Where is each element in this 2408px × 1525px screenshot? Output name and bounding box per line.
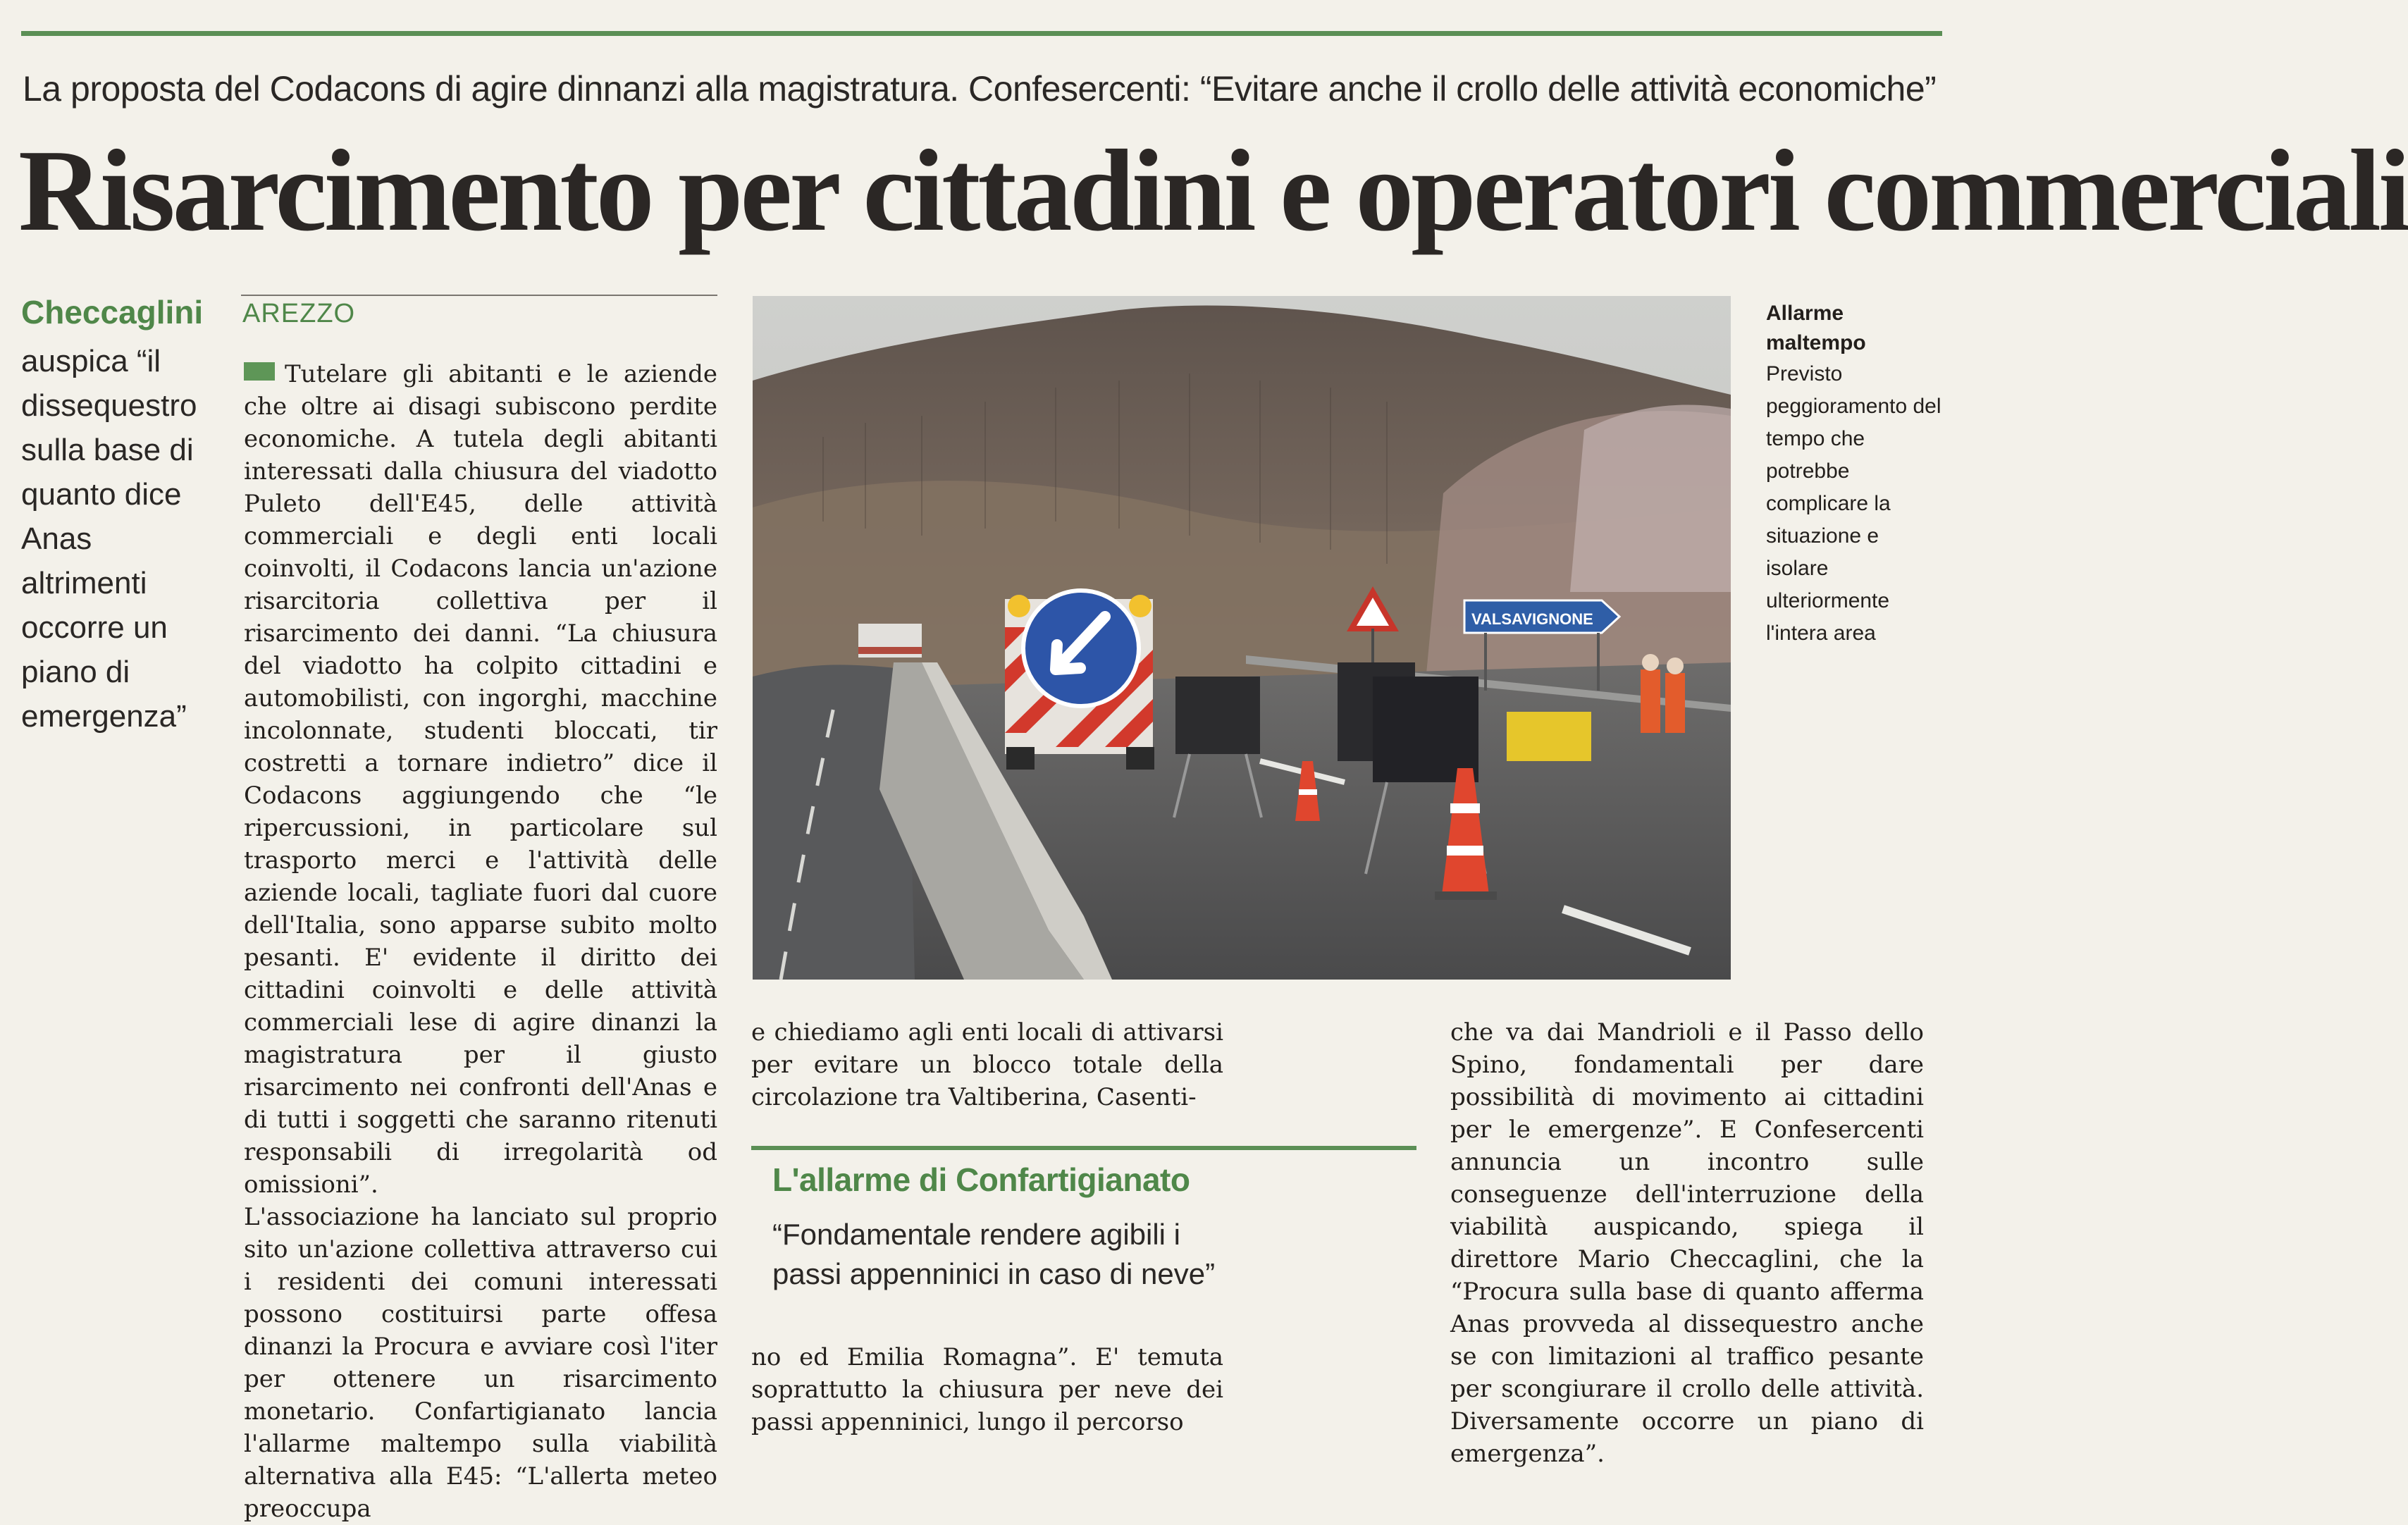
sidebar-text: auspica “il dissequestro sulla base di quanto dice Anas altrimenti occorre un piano di emergenza”	[21, 344, 197, 734]
roadworks-photo	[753, 296, 1731, 980]
article-photo	[753, 296, 1731, 980]
column-1-paragraph-2: L'associazione ha lanciato sul proprio sito un'azione collettiva attraverso cui i residenti dei comuni interessati possono costituirsi parte offesa dinanzi la Procura e avviare così l'iter per ottenere un risarcimento monetario. Confartigianato lancia l'allarme maltempo sulla viabilità alternativa alla E45: “L'allerta meteo preoccupa	[244, 1203, 717, 1523]
dateline: AREZZO	[242, 299, 356, 328]
top-rule	[21, 31, 1942, 36]
article-column-2-top: e chiediamo agli enti locali di attivarsi per evitare un blocco totale della circolazione tra Valtiberina, Casenti-	[751, 1018, 1223, 1111]
article-kicker: La proposta del Codacons di agire dinnanzi alla magistratura. Confesercenti: “Evitare anche il crollo delle attività economiche”	[23, 69, 1937, 109]
sidebar-name: Checcaglini	[21, 294, 204, 331]
subhead-deck: “Fondamentale rendere agibili i passi appenninici in caso di neve”	[772, 1218, 1216, 1290]
subhead-rule	[751, 1146, 1416, 1150]
paragraph-marker	[244, 362, 275, 381]
subhead-title: L'allarme di Confartigianato	[772, 1161, 1190, 1198]
article-column-1	[244, 358, 717, 1525]
photo-caption	[1766, 299, 1942, 650]
dateline-rule	[241, 295, 717, 296]
article-column-2-bottom: no ed Emilia Romagna”. E' temuta soprattutto la chiusura per neve dei passi appenninici, lungo il percorso	[751, 1343, 1223, 1436]
caption-title: Allarme maltempo	[1766, 302, 1866, 354]
road-sign-label: VALSAVIGNONE	[1471, 610, 1593, 628]
article-column-3: che va dai Mandrioli e il Passo dello Spino, fondamentali per dare possibilità di movimento ai cittadini per le emergenze”. E Confesercenti annuncia un incontro sulle conseguenze dell'interruzione della viabilità auspicando, spiega il direttore Mario Checcaglini, che la “Procura sulla base di quanto afferma Anas provveda al dissequestro anche se con limitazioni al traffico pesante per scongiurare il crollo delle attività. Diversamente occorre un piano di emergenza”.	[1450, 1018, 1924, 1468]
sidebar-quote	[21, 292, 222, 739]
article-headline: Risarcimento per cittadini e operatori commerciali	[18, 125, 2408, 255]
column-1-paragraph-1: Tutelare gli abitanti e le aziende che oltre ai disagi subiscono perdite economiche. A tutela degli abitanti interessati dalla chiusura del viadotto Puleto dell'E45, delle attività commerciali e degli enti locali coinvolti, il Codacons lancia un'azione risarcitoria collettiva per il risarcimento dei danni. “La chiusura del viadotto ha colpito cittadini e automobilisti, con ingorghi, macchine incolonnate, studenti bloccati, tir costretti a tornare indietro” dice il Codacons aggiungendo che “le ripercussioni, in particolare sul trasporto merci e l'attività delle aziende locali, tagliate fuori dal cuore dell'Italia, sono apparse subito molto pesanti. E' evidente il diritto dei cittadini coinvolti e delle attività commerciali lese di agire dinanzi la magistratura per il giusto risarcimento nei confronti dell'Anas e di tutti i soggetti che saranno ritenuti responsabili di irregolarità od omissioni”.	[244, 360, 717, 1199]
caption-text: Previsto peggioramento del tempo che potrebbe complicare la situazione e isolare ulteriormente l'intera area	[1766, 362, 1941, 645]
